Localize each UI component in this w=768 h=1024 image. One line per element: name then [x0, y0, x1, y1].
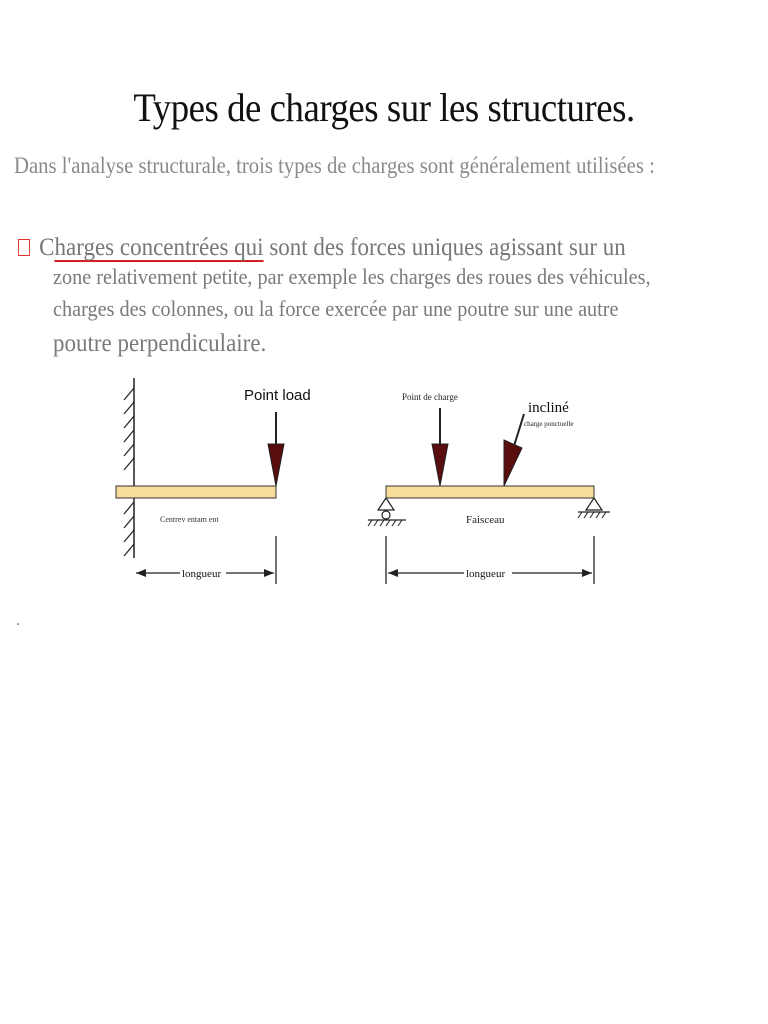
right-ground-hatch: [578, 512, 606, 518]
dim-arrow-left-2-icon: [388, 569, 398, 577]
inclined-load-shaft: [514, 414, 524, 446]
inclined-label: incliné: [528, 400, 569, 416]
vertical-load-arrow-icon: [432, 444, 448, 486]
simple-beam: [386, 486, 594, 498]
dim-arrow-right-icon: [264, 569, 274, 577]
bullet-line-3: charges des colonnes, ou la force exercée par une poutre sur une autre: [53, 296, 619, 321]
left-ground-hatch: [368, 520, 402, 526]
cantilever-beam: [116, 486, 276, 498]
point-of-charge-label: Point de charge: [402, 392, 458, 402]
roller-icon: [382, 511, 390, 519]
bullet-line-1: [18, 234, 699, 262]
page-title: Types de charges sur les structures.: [133, 85, 635, 130]
bullet-first-char: C: [39, 234, 55, 261]
wall-hatching: [124, 388, 134, 556]
support-label: Centrev entam ent: [160, 515, 219, 524]
bullet-line-4: poutre perpendiculaire.: [53, 330, 267, 357]
simple-beam-diagram: [368, 392, 610, 584]
bullet-rest-text: sont des forces uniques agissant sur un: [263, 234, 626, 261]
bullet-marker-icon: [18, 239, 30, 256]
dim-arrow-right-2-icon: [582, 569, 592, 577]
length-label-right: longueur: [466, 568, 506, 580]
pin-support-icon: [378, 498, 394, 510]
inclined-load-arrow-icon: [504, 440, 522, 486]
bullet-item: [18, 234, 758, 262]
inclined-sublabel: charge ponctuelle: [524, 420, 574, 428]
point-load-arrow-icon: [268, 444, 284, 486]
point-load-label: Point load: [244, 387, 311, 404]
footer-dot: .: [16, 612, 20, 629]
bullet-line-2: zone relativement petite, par exemple les charges des roues des véhicules,: [53, 264, 651, 289]
beam-label: Faisceau: [466, 514, 505, 526]
load-diagrams: [100, 378, 620, 598]
cantilever-diagram: [116, 378, 311, 584]
length-label-left: longueur: [182, 568, 222, 580]
intro-text: Dans l'analyse structurale, trois types de charges sont généralement utilisées :: [14, 153, 655, 178]
right-pin-support-icon: [586, 498, 602, 510]
bullet-underlined-text: harges concentrées qui: [54, 234, 264, 261]
dim-arrow-left-icon: [136, 569, 146, 577]
